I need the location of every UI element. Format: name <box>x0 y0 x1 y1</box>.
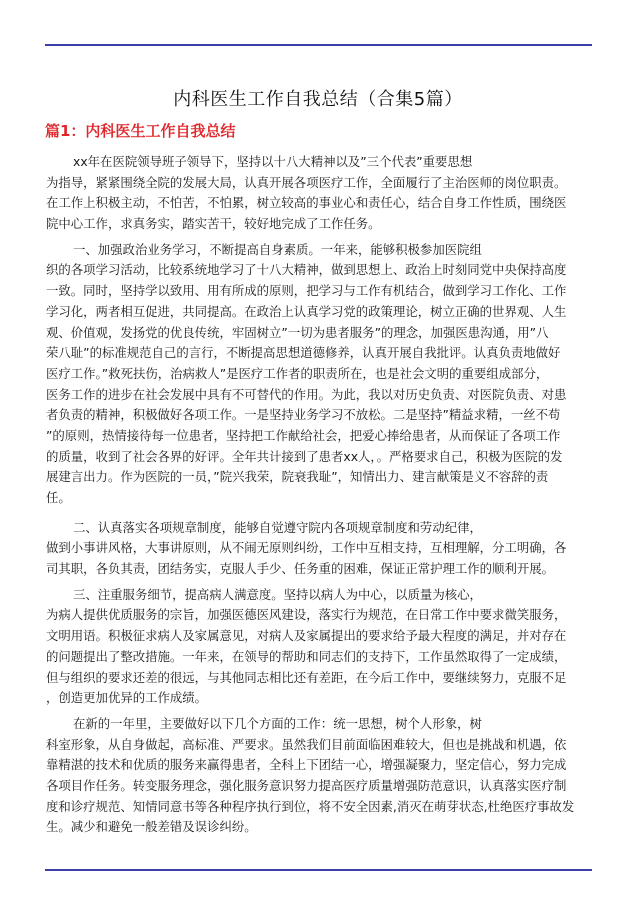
text-line: 观、价值观，发扬党的优良传统，牢固树立”一切为患者服务”的理念，加强医患沟通，用”八 <box>46 324 549 340</box>
text-line: 医疗工作。”救死扶伤，治病救人”是医疗工作者的职责所在，也是社会文明的重要组成部分， <box>46 365 549 381</box>
text-line: 一致。同时，坚持学以致用、用有所成的原则，把学习与工作有机结合，做到学习工作化、工作 <box>46 283 567 299</box>
text-line: 在新的一年里，主要做好以下几个方面的工作：统一思想，树个人形象，树 <box>73 715 482 731</box>
text-line: 学习化，两者相互促进，共同提高。在政治上认真学习党的政策理论，树立正确的世界观、人生 <box>46 303 567 319</box>
text-line: 医务工作的进步在社会发展中具有不可替代的作用。为此，我以对历史负责、对医院负责、对患 <box>46 386 567 402</box>
text-line: xx年在医院领导班子领导下，坚持以十八大精神以及”三个代表”重要思想 <box>73 154 473 169</box>
text-line: ”的原则，热情接待每一位患者，坚持把工作献给社会，把爱心捧给患者，从而保证了各项工作 <box>46 427 561 443</box>
text-line: ，创造更加优异的工作成绩。 <box>46 690 208 706</box>
text-line: 者负责的精神，积极做好各项工作。一是坚持业务学习不放松。二是坚持”精益求精，一丝不苟 <box>46 407 561 423</box>
text-line: 做到小事讲风格，大事讲原则，从不闹无原则纠纷，工作中互相支持，互相理解，分工明确，各 <box>46 540 567 556</box>
text-line: 为病人提供优质服务的宗旨，加强医德医风建设，落实行为规范，在日常工作中要求微笑服务， <box>46 607 567 623</box>
paragraph <box>46 518 594 580</box>
header-rule <box>45 44 592 46</box>
text-line: 度和诊疗规范、知情同意书等各种程序执行到位，将不安全因素,消灭在萌芽状态,杜绝医疗事故发 <box>46 798 575 814</box>
text-line: 生。减少和避免一般差错及误诊纠纷。 <box>46 819 257 835</box>
section-heading: 篇1：内科医生工作自我总结 <box>45 122 236 140</box>
text-line: 的质量，收到了社会各界的好评。全年共计接到了患者xx人，。严格要求自己，积极为医院的发 <box>46 448 563 464</box>
paragraph <box>46 152 594 235</box>
text-line: 三、注重服务细节，提高病人满意度。坚持以病人为中心，以质量为核心， <box>73 586 482 602</box>
text-line: 科室形象，从自身做起，高标准、严要求。虽然我们目前面临困难较大，但也是挑战和机遇，依 <box>46 736 567 752</box>
text-line: 二、认真落实各项规章制度，能够自觉遵守院内各项规章制度和劳动纪律， <box>73 519 482 535</box>
document-title: 内科医生工作自我总结（合集5篇） <box>173 89 463 110</box>
text-line: 各项目作任务。转变服务理念，强化服务意识努力提高医疗质量增强防范意识，认真落实医疗制 <box>46 777 567 793</box>
text-line: 在工作上积极主动，不怕苦，不怕累，树立较高的事业心和责任心，结合自身工作性质，围绕医 <box>46 195 567 211</box>
text-line: 的问题提出了整改措施。一年来，在领导的帮助和同志们的支持下，工作虽然取得了一定成绩， <box>46 648 567 664</box>
text-line: 司其职，各负其责，团结务实，克服人手少、任务重的困难，保证正常护理工作的顺利开展。 <box>46 561 555 577</box>
document-body <box>46 152 594 843</box>
text-line: 展建言出力。作为医院的一员，”院兴我荣，院衰我耻”，知情出力、建言献策是义不容辞的责 <box>46 469 549 485</box>
text-line: 荣八耻”的标准规范自己的言行，不断提高思想道德修养，认真开展自我批评。认真负责地做好 <box>46 345 561 361</box>
text-line: 院中心工作，求真务实，踏实苦干，较好地完成了工作任务。 <box>46 216 381 232</box>
text-line: 文明用语。积极征求病人及家属意见，对病人及家属提出的要求给予最大程度的满足，并对存在 <box>46 628 567 644</box>
text-line: 织的各项学习活动，比较系统地学习了十八大精神，做到思想上、政治上时刻同党中央保持高度 <box>46 262 567 278</box>
text-line: 靠精湛的技术和优质的服务来赢得患者，全科上下团结一心，增强凝聚力，坚定信心，努力完成 <box>46 757 567 773</box>
text-line: 为指导，紧紧围绕全院的发展大局，认真开展各项医疗工作，全面履行了主治医师的岗位职责。 <box>46 174 567 190</box>
paragraph <box>46 240 594 509</box>
text-line: 任。 <box>46 490 71 505</box>
footer-rule <box>45 869 592 871</box>
paragraph <box>46 585 594 709</box>
paragraph <box>46 714 594 838</box>
text-line: 一、加强政治业务学习，不断提高自身素质。一年来，能够积极参加医院组 <box>73 241 482 257</box>
text-line: 但与组织的要求还差的很远，与其他同志相比还有差距，在今后工作中，要继续努力，克服不足 <box>46 669 567 685</box>
